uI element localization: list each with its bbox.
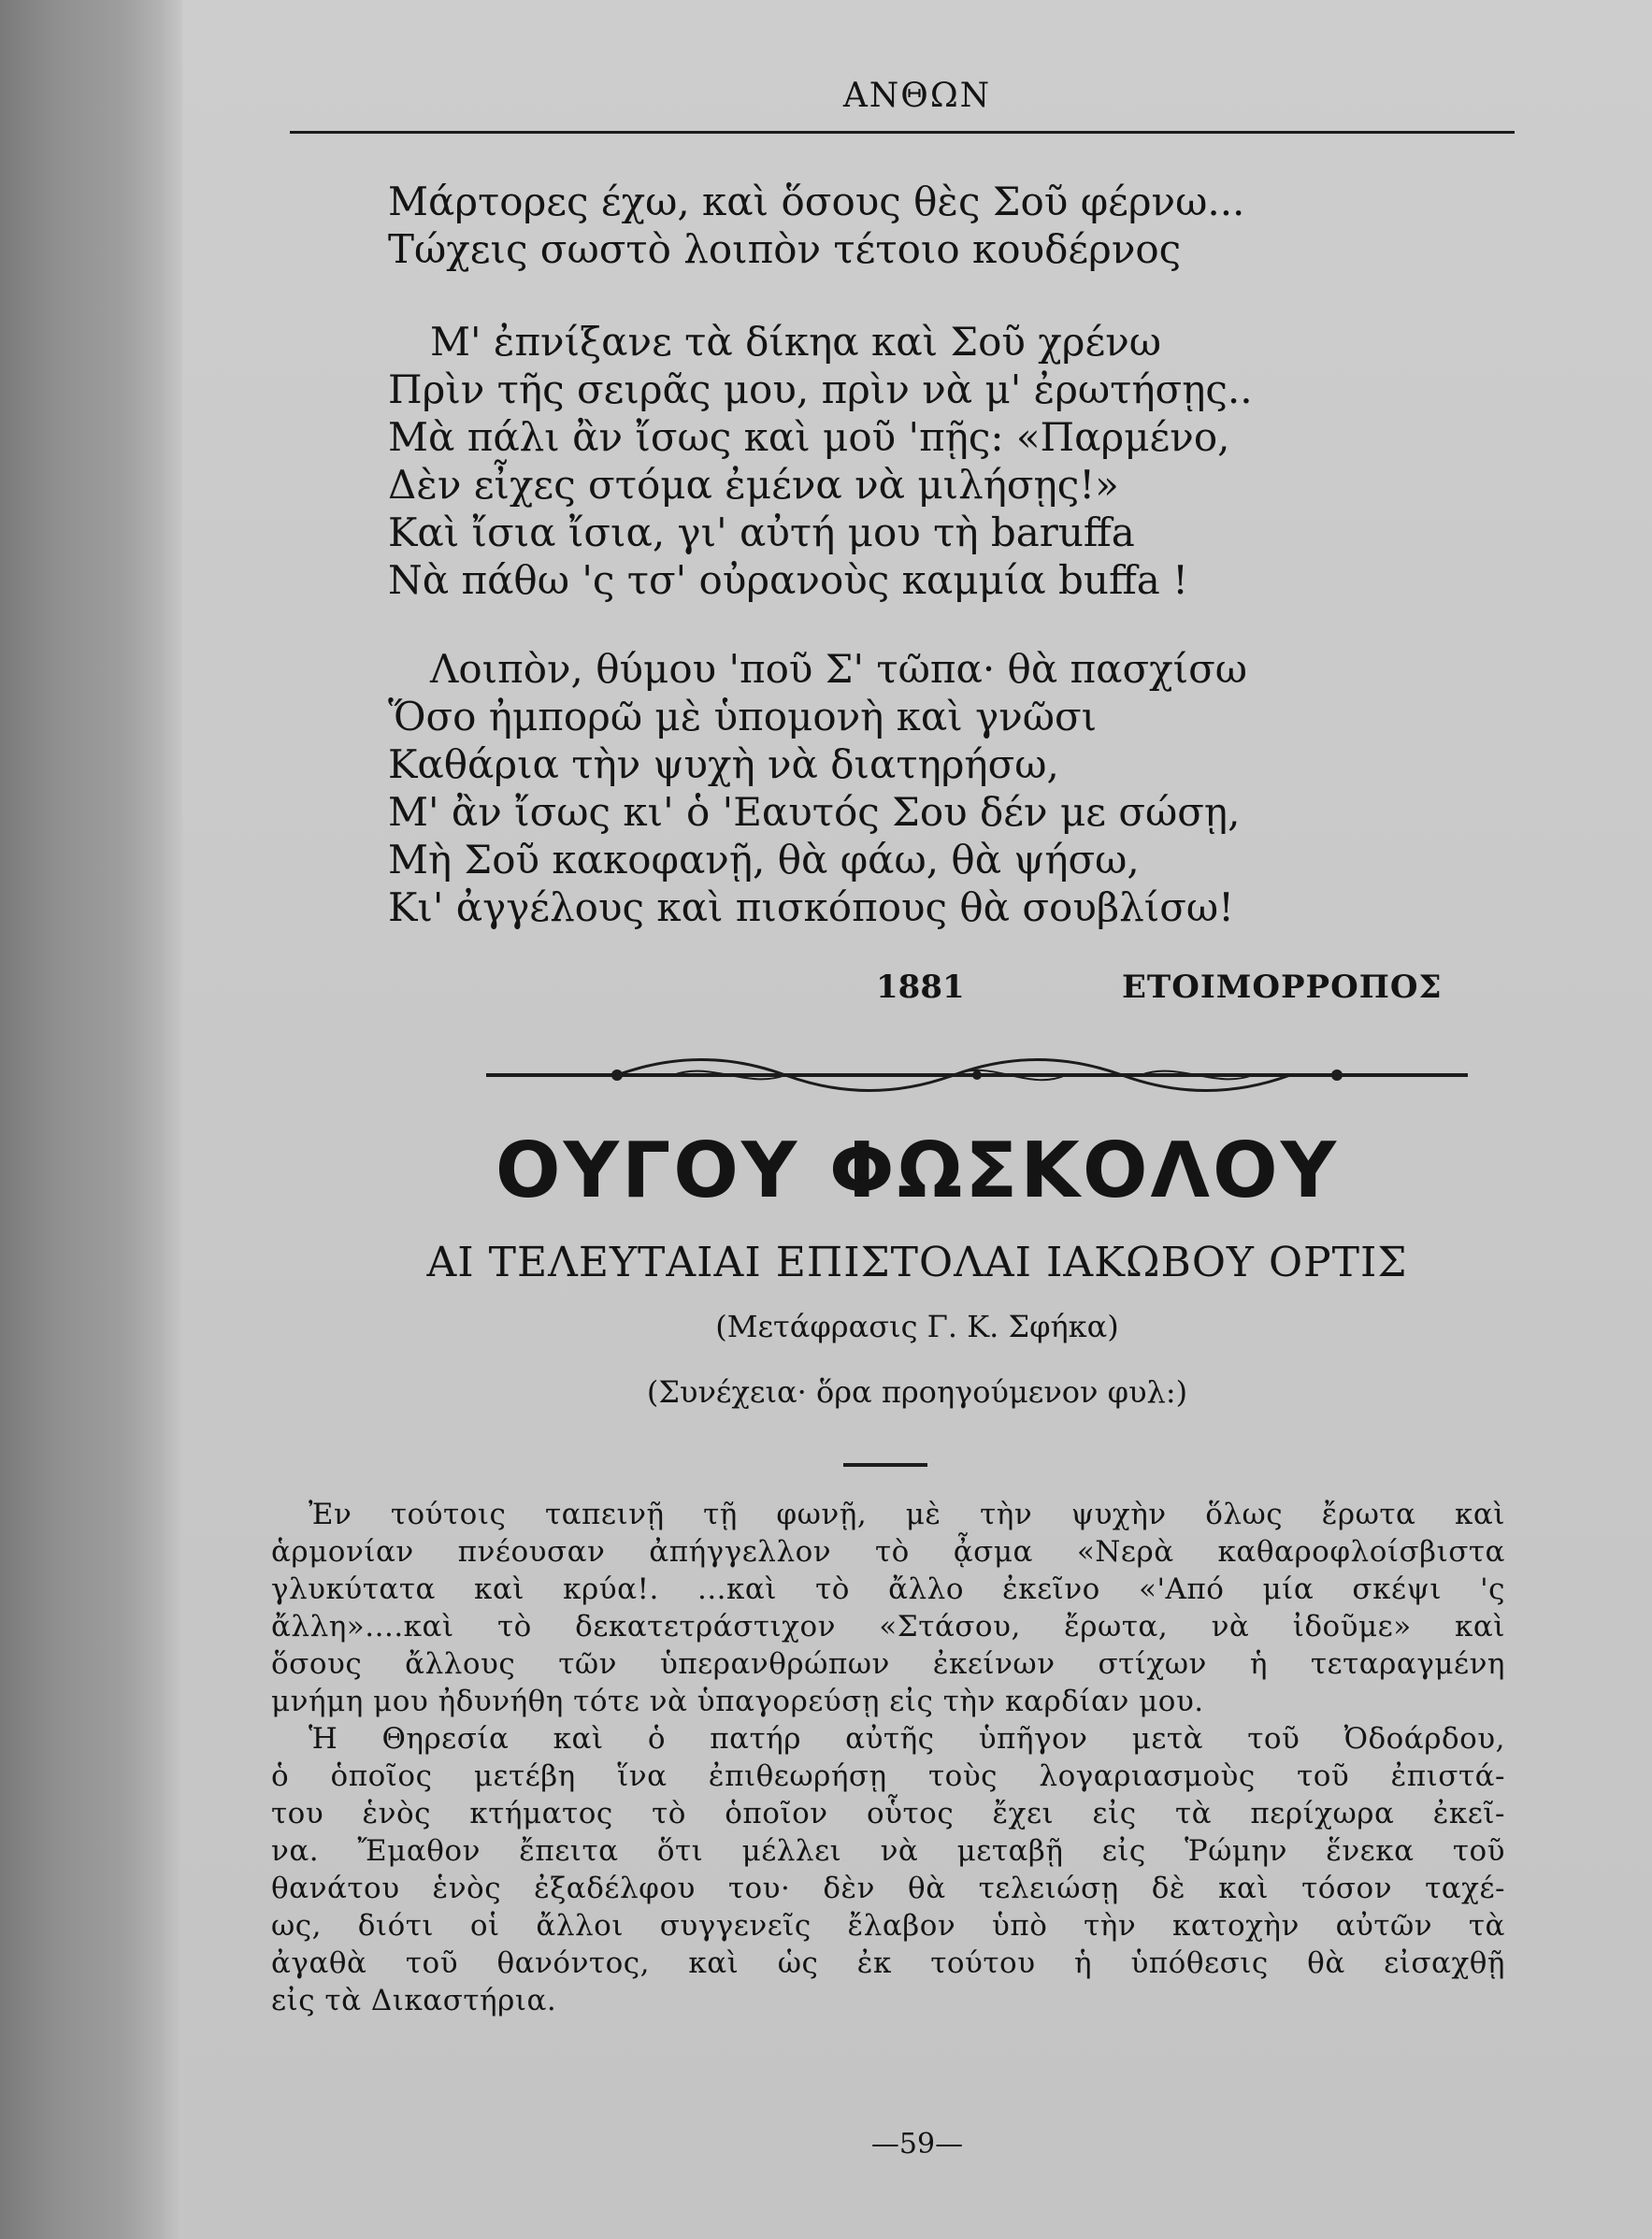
prose-line: Ἡ Θηρεσία καὶ ὁ πατήρ αὐτῆς ὑπῆγον μετὰ τοῦ Ὀδοάρδου, (309, 1722, 1505, 1756)
article-subtitle: ΑΙ ΤΕΛΕΥΤΑΙΑΙ ΕΠΙΣΤΟΛΑΙ ΙΑΚΩΒΟΥ ΟΡΤΙΣ (426, 1239, 1408, 1286)
verse-line: Μὴ Σοῦ κακοφανῇ, θὰ φάω, θὰ ψήσω, (388, 837, 1140, 883)
verse-line: Μάρτορες έχω, καὶ ὅσους θὲς Σοῦ φέρνω... (388, 179, 1245, 224)
verse-line: Πρὶν τῆς σειρᾶς μου, πρὶν νὰ μ' ἐρωτήσῃς.. (388, 366, 1253, 412)
prose-line: εἰς τὰ Δικαστήρια. (271, 1984, 557, 2017)
verse-line: Καθάρια τὴν ψυχὴ νὰ διατηρήσω, (388, 741, 1059, 787)
verse-line: Νὰ πάθω 'ς τσ' οὐρανοὺς καμμία buffa ! (388, 557, 1189, 603)
prose-line: θανάτου ἑνὸς ἐξαδέλφου του· δὲν θὰ τελειώσῃ δὲ καὶ τόσον ταχέ- (271, 1872, 1505, 1905)
verse-line: Μ' ἐπνίξανε τὰ δίκηα καὶ Σοῦ χρένω (430, 319, 1161, 365)
article-title: ΟΥΓΟΥ ΦΩΣΚΟΛΟΥ (495, 1127, 1340, 1215)
verse-line: Δὲν εἶχες στόμα ἐμένα νὰ μιλήσῃς!» (388, 462, 1119, 508)
prose-line: ως, διότι οἱ ἄλλοι συγγενεῖς ἔλαβον ὑπὸ τὴν κατοχὴν αὐτῶν τὰ (271, 1909, 1505, 1943)
ornamental-divider (486, 1047, 1468, 1103)
prose-line: ἄλλη»....καὶ τὸ δεκατετράστιχον «Στάσου, ἔρωτα, νὰ ἰδοῦμε» καὶ (271, 1610, 1505, 1643)
verse-line: Ὅσο ἠμπορῶ μὲ ὑπομονὴ καὶ γνῶσι (388, 694, 1098, 739)
prose-line: ὁ ὁποῖος μετέβη ἵνα ἐπιθεωρήσῃ τοὺς λογαριασμοὺς τοῦ ἐπιστά- (271, 1759, 1505, 1793)
prose-line: ἀγαθὰ τοῦ θανόντος, καὶ ὡς ἐκ τούτου ἡ ὑπόθεσις θὰ εἰσαχθῇ (271, 1946, 1505, 1980)
verse-line: Τώχεις σωστὸ λοιπὸν τέτοιο κουδέρνος (388, 226, 1182, 272)
paragraph-2 (271, 1720, 1505, 2019)
verse-line: Καὶ ἴσια ἴσια, γι' αὐτή μου τὴ baruffa (388, 510, 1135, 555)
verse-line: Μ' ἂν ἴσως κι' ὁ 'Εαυτός Σου δέν με σώσῃ, (388, 789, 1241, 835)
prose-line: μνήμη μου ἠδυνήθη τότε νὰ ὑπαγορεύσῃ εἰς τὴν καρδίαν μου. (271, 1685, 1204, 1718)
header-rule (290, 131, 1515, 134)
verse-line: Μὰ πάλι ἂν ἴσως καὶ μοῦ 'πῇς: «Παρμένο, (388, 414, 1230, 460)
prose-line: να. Ἔμαθον ἔπειτα ὅτι μέλλει νὰ μεταβῇ εἰς Ῥώμην ἕνεκα τοῦ (271, 1834, 1505, 1868)
page-number: —59— (870, 2128, 964, 2160)
poem-stanza-1 (388, 178, 1547, 273)
prose-line: ὅσους ἄλλους τῶν ὑπερανθρώπων ἐκείνων στίχων ἡ τεταραγμένη (271, 1647, 1505, 1681)
paragraph-1 (271, 1496, 1505, 1720)
signature-name: ΕΤΟΙΜΟΡΡΟΠΟΣ (1122, 969, 1443, 1006)
prose-line: Ἐν τούτοις ταπεινῇ τῇ φωνῇ, μὲ τὴν ψυχὴν ὅλως ἔρωτα καὶ (309, 1498, 1505, 1531)
prose-line: γλυκύτατα καὶ κρύα!. ...καὶ τὸ ἄλλο ἐκεῖνο «'Από μία σκέψι 'ς (271, 1572, 1505, 1606)
book-page (182, 0, 1652, 2239)
continuation-note: (Συνέχεια· ὅρα προηγούμενον φυλ:) (646, 1374, 1188, 1410)
translation-note: (Μετάφρασις Γ. Κ. Σφήκα) (715, 1309, 1119, 1344)
poem-stanza-2 (388, 318, 1547, 604)
verse-line: Κι' ἀγγέλους καὶ πισκόπους θὰ σουβλίσω! (388, 884, 1235, 930)
signature-year: 1881 (876, 969, 965, 1006)
poem-stanza-3 (388, 645, 1547, 931)
running-header: ΑΝΘΩΝ (842, 77, 992, 115)
prose-line: ἁρμονίαν πνέουσαν ἀπήγγελλον τὸ ᾆσμα «Νερὰ καθαροφλοίσβιστα (271, 1535, 1505, 1569)
verse-line: Λοιπὸν, θύμου 'ποῦ Σ' τῶπα· θὰ πασχίσω (430, 646, 1248, 692)
section-dash (843, 1463, 927, 1467)
prose-line: του ἑνὸς κτήματος τὸ ὁποῖον οὗτος ἔχει εἰς τὰ περίχωρα ἐκεῖ- (271, 1797, 1505, 1830)
book-gutter (0, 0, 182, 2239)
